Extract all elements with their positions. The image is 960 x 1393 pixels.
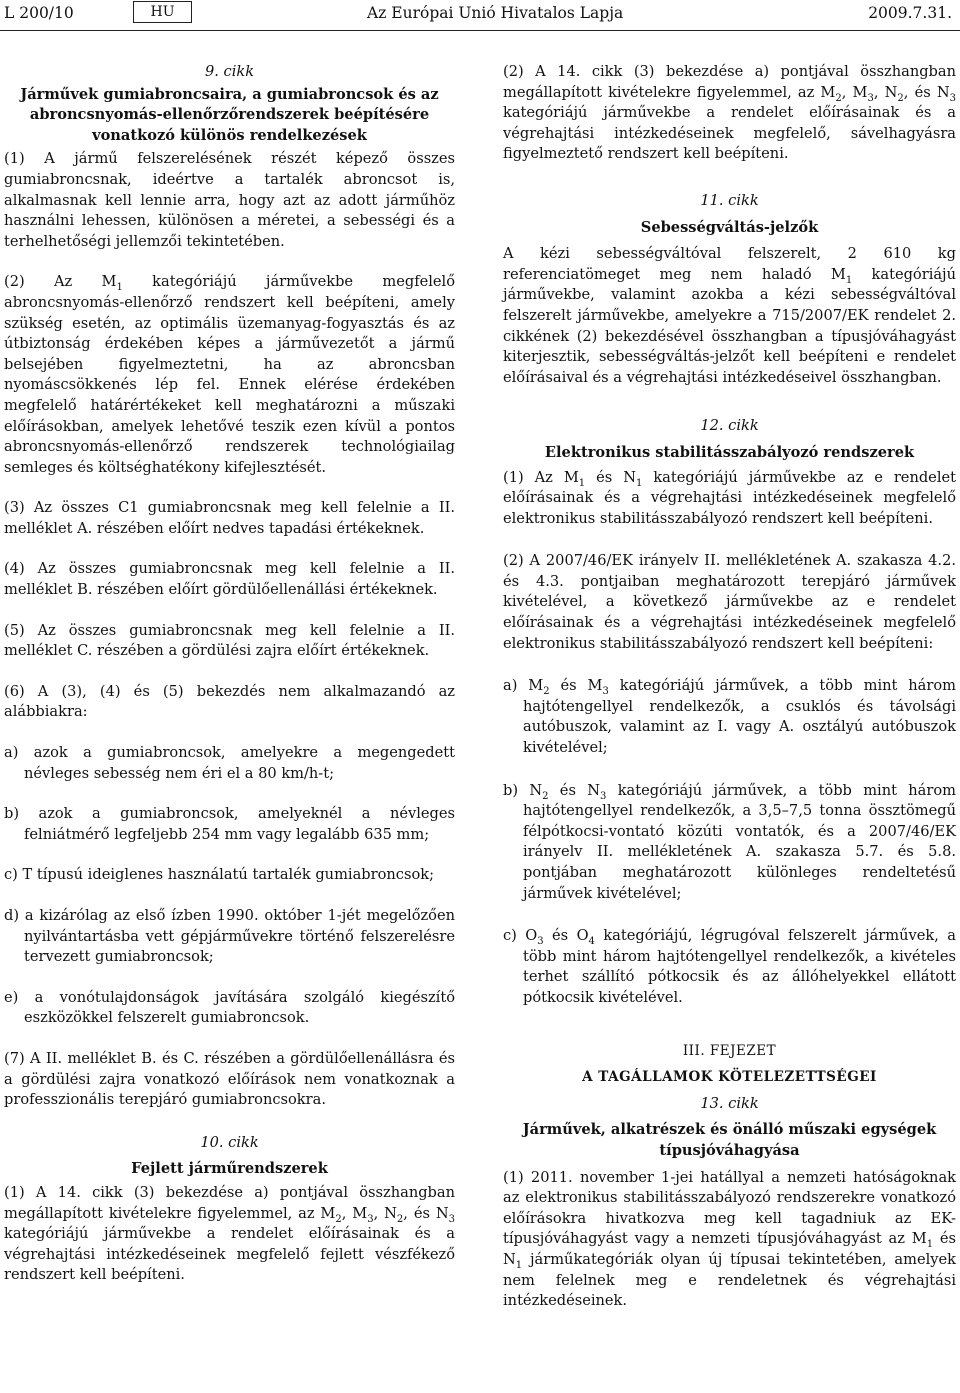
list-item: b) azok a gumiabroncsok, amelyeknél a névleges felniátmérő legfeljebb 254 mm vagy legalább 635 mm; [4,805,455,843]
publication-date: 2009.7.31. [868,4,952,22]
article-12-number: 12. cikk [700,417,759,435]
article-12-title: Elektronikus stabilitásszabályozó rendszerek [544,443,915,461]
article-11-number: 11. cikk [700,191,759,209]
article-9-paragraph-7: (7) A II. melléklet B. és C. részében a gördülőellenállásra és a gördülési zajra vonatkozó előírások nem vonatkoznak a professzionális terepjáró gumiabroncsokra. [4,1049,455,1109]
article-13-number: 13. cikk [700,1094,759,1112]
article-12-vehicle-list [503,676,956,1008]
article-9-paragraph-2: (2) Az $M_1$ kategóriájú járművekbe megfelelő abroncsnyomás-ellenőrző rendszert kell beépíteni, amely szükség esetén, az optimális üzemanyag-fogyasztás és az útbiztonság érdekében képes a járművezetőt a jármű belsejében figyelmeztetni, ha az abroncsban nyomáscsökkenés lép fel. Ennek elérése érdekében megfelelő határértékeket kell meghatározni a műszaki előírásokban, amelyek lehetővé teszik ezen kívül a pontos abroncsnyomás-ellenőrző rendszerek technológiailag semleges és költséghatékony kifejlesztését. [4,273,455,476]
article-12-paragraph-1: (1) Az $M_1$ és $N_1$ kategóriájú járművekbe az e rendelet előírásainak és a végrehajtási intézkedéseinek megfelelő elektronikus stabilitásszabályozó rendszert kell beépíteni. [503,468,956,527]
list-item: a) $M_2$ és $M_3$ kategóriájú járművek, a több mint három hajtótengellyel rendelkezők, a csuklós és távolsági autóbuszok, valamint az I. vagy A. osztályú autóbuszok kivételével; [503,677,956,757]
list-item: c) T típusú ideiglenes használatú tartalék gumiabroncsok; [4,866,435,884]
list-item: b) $N_2$ és $N_3$ kategóriájú járművek, a több mint három hajtótengellyel rendelkezők, a 3,5–7,5 tonna össztömegű félpótkocsi-vontató közúti vontatók, és a 2007/46/EK irányelv II. mellékletének A. szakasza 5.7. és 5.8. pontjában meghatározott különleges rendeltetésű járművek kivételével; [503,781,956,902]
page-reference: L 200/10 [4,4,74,22]
article-10-number: 10. cikk [200,1133,259,1151]
article-10-title: Fejlett járműrendszerek [131,1160,328,1178]
article-9-exemption-list [4,743,455,1029]
list-item: c) $O_3$ és $O_4$ kategóriájú, légrugóval felszerelt járművek, a több mint három hajtótengellyel rendelkezők, a kivételes terhet szállító pótkocsik és az állóhelyekkel ellátott pótkocsik kivételével. [503,927,956,1006]
chapter-3-title: A TAGÁLLAMOK KÖTELEZETTSÉGEI [582,1069,877,1086]
language-code-box: HU [133,1,192,23]
list-item: e) a vonótulajdonságok javítására szolgáló kiegészítő eszközökkel felszerelt gumiabroncsok. [4,988,455,1027]
list-item: a) azok a gumiabroncsok, amelyekre a megengedett névleges sebesség nem éri el a 80 km/h-t; [4,744,455,782]
left-column [4,62,455,1286]
article-10-paragraph-1: (1) A 14. cikk (3) bekezdése a) pontjával összhangban megállapított kivételekre figyelemmel, az $M_2$, $M_3$, $N_2$, és $N_3$ kategóriájú járművekbe a rendelet előírásainak és a végrehajtási intézkedéseinek megfelelő fejlett vészfékező rendszert kell beépíteni. [4,1183,455,1284]
page-header [0,0,960,28]
list-item: d) a kizárólag az első ízben 1990. október 1-jét megelőzően nyilvántartásba vett gépjárművekre történő felszerelésre tervezett gumiabroncsok; [4,907,455,966]
article-11-title: Sebességváltás-jelzők [640,218,819,236]
header-rule [0,30,960,31]
article-9-paragraph-6: (6) A (3), (4) és (5) bekezdés nem alkalmazandó az alábbiakra: [4,682,455,721]
article-9-paragraph-5: (5) Az összes gumiabroncsnak meg kell felelnie a II. melléklet C. részében a gördülési zajra előírt értékeknek. [4,621,455,660]
right-column [503,62,956,1312]
article-13-paragraph-1: (1) 2011. november 1-jei hatállyal a nemzeti hatóságoknak az elektronikus stabilitásszabályozó rendszerekre vonatkozó előírásokra hivatkozva meg kell tagadniuk az EK-típusjóváhagyást vagy a nemzeti típusjóváhagyást az $M_1$ és $N_1$ járműkategóriák olyan új típusai tekintetében, amelyek nem felelnek meg e rendeletnek és végrehajtási intézkedéseinek. [503,1168,956,1310]
article-11-paragraph: A kézi sebességváltóval felszerelt, 2 610 kg referenciatömeget meg nem haladó $M_1$ kategóriájú járművekbe, valamint azokba a kézi sebességváltóval felszerelt járművekbe, amelyekre a 715/2007/EK rendelet 2. cikkének (2) bekezdésével összhangban a típusjóváhagyást kiterjesztik, sebességváltás-jelzőt kell beépíteni e rendelet előírásaival és a végrehajtási intézkedéseivel összhangban. [503,245,956,386]
article-13-title: Járművek, alkatrészek és önálló műszaki egységek típusjóváhagyása [522,1121,937,1159]
article-9-paragraph-3: (3) Az összes C1 gumiabroncsnak meg kell felelnie a II. melléklet A. részében előírt nedves tapadási értékeknek. [4,499,455,537]
journal-title: Az Európai Unió Hivatalos Lapja [367,4,624,22]
article-9-paragraph-4: (4) Az összes gumiabroncsnak meg kell felelnie a II. melléklet B. részében előírt gördülőellenállási értékeknek. [4,560,455,599]
article-9-number: 9. cikk [204,63,255,80]
article-12-paragraph-2: (2) A 2007/46/EK irányelv II. mellékletének A. szakasza 4.2. és 4.3. pontjaiban meghatározott terepjáró járművek kivételével, a következő járművekbe az e rendelet előírásainak és a végrehajtási intézkedéseinek megfelelő elektronikus stabilitásszabályozó rendszert kell beépíteni: [503,552,956,652]
article-9-paragraph-1: (1) A jármű felszerelésének részét képező összes gumiabroncsnak, ideértve a tartalék abroncsot is, alkalmasnak kell lennie arra, hogy azt az adott járműhöz használni lehessen, különösen a méretei, a sebességi és a terhelhetőségi jellemzői tekintetében. [4,150,455,250]
article-10-paragraph-2: (2) A 14. cikk (3) bekezdése a) pontjával összhangban megállapított kivételekre figyelemmel, az $M_2$, $M_3$, $N_2$, és $N_3$ kategóriájú járművekbe a rendelet előírásainak és a végrehajtási intézkedéseinek megfelelő, sávelhagyásra figyelmeztető rendszert kell beépíteni. [503,63,956,163]
chapter-3-number: III. FEJEZET [682,1042,777,1059]
article-9-title: Járművek gumiabroncsaira, a gumiabroncsok és az abroncsnyomás-ellenőrzőrendszerek beépítésére vonatkozó különös rendelkezések [20,85,439,144]
